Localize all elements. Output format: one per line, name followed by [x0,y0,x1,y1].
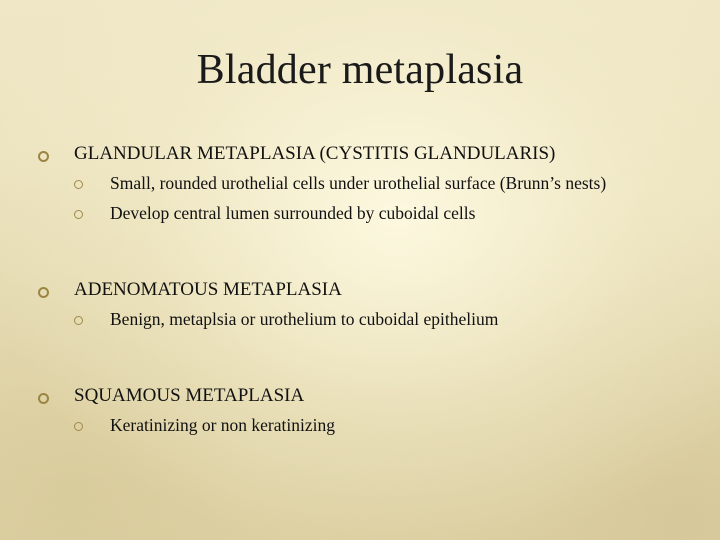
section-heading-adenomatous [38,278,688,302]
hollow-circle-bullet-icon [74,422,83,431]
list-item [38,201,688,226]
hollow-circle-bullet-icon [74,316,83,325]
hollow-circle-bullet-icon [74,210,83,219]
list-item-text: Develop central lumen surrounded by cuboidal cells [110,203,476,223]
list-item-text: Benign, metaplsia or urothelium to cuboidal epithelium [110,309,499,329]
list-item-text: Keratinizing or non keratinizing [110,415,335,435]
hollow-circle-bullet-icon [38,393,49,404]
list-item [38,171,688,196]
section-heading-label: SQUAMOUS METAPLASIA [74,385,305,406]
section-heading-label: ADENOMATOUS METAPLASIA [74,279,342,300]
list-item-text: Small, rounded urothelial cells under urothelial surface (Brunn’s nests) [110,173,607,193]
spacer [38,332,688,384]
section-heading-squamous [38,384,688,408]
hollow-circle-bullet-icon [38,287,49,298]
list-item [38,413,688,438]
hollow-circle-bullet-icon [74,180,83,189]
hollow-circle-bullet-icon [38,151,49,162]
slide-content [38,142,688,438]
spacer [38,226,688,278]
section-heading-glandular [38,142,688,166]
slide-title: Bladder metaplasia [196,47,524,93]
list-item [38,307,688,332]
section-heading-label: GLANDULAR METAPLASIA (CYSTITIS GLANDULARIS) [74,143,556,164]
